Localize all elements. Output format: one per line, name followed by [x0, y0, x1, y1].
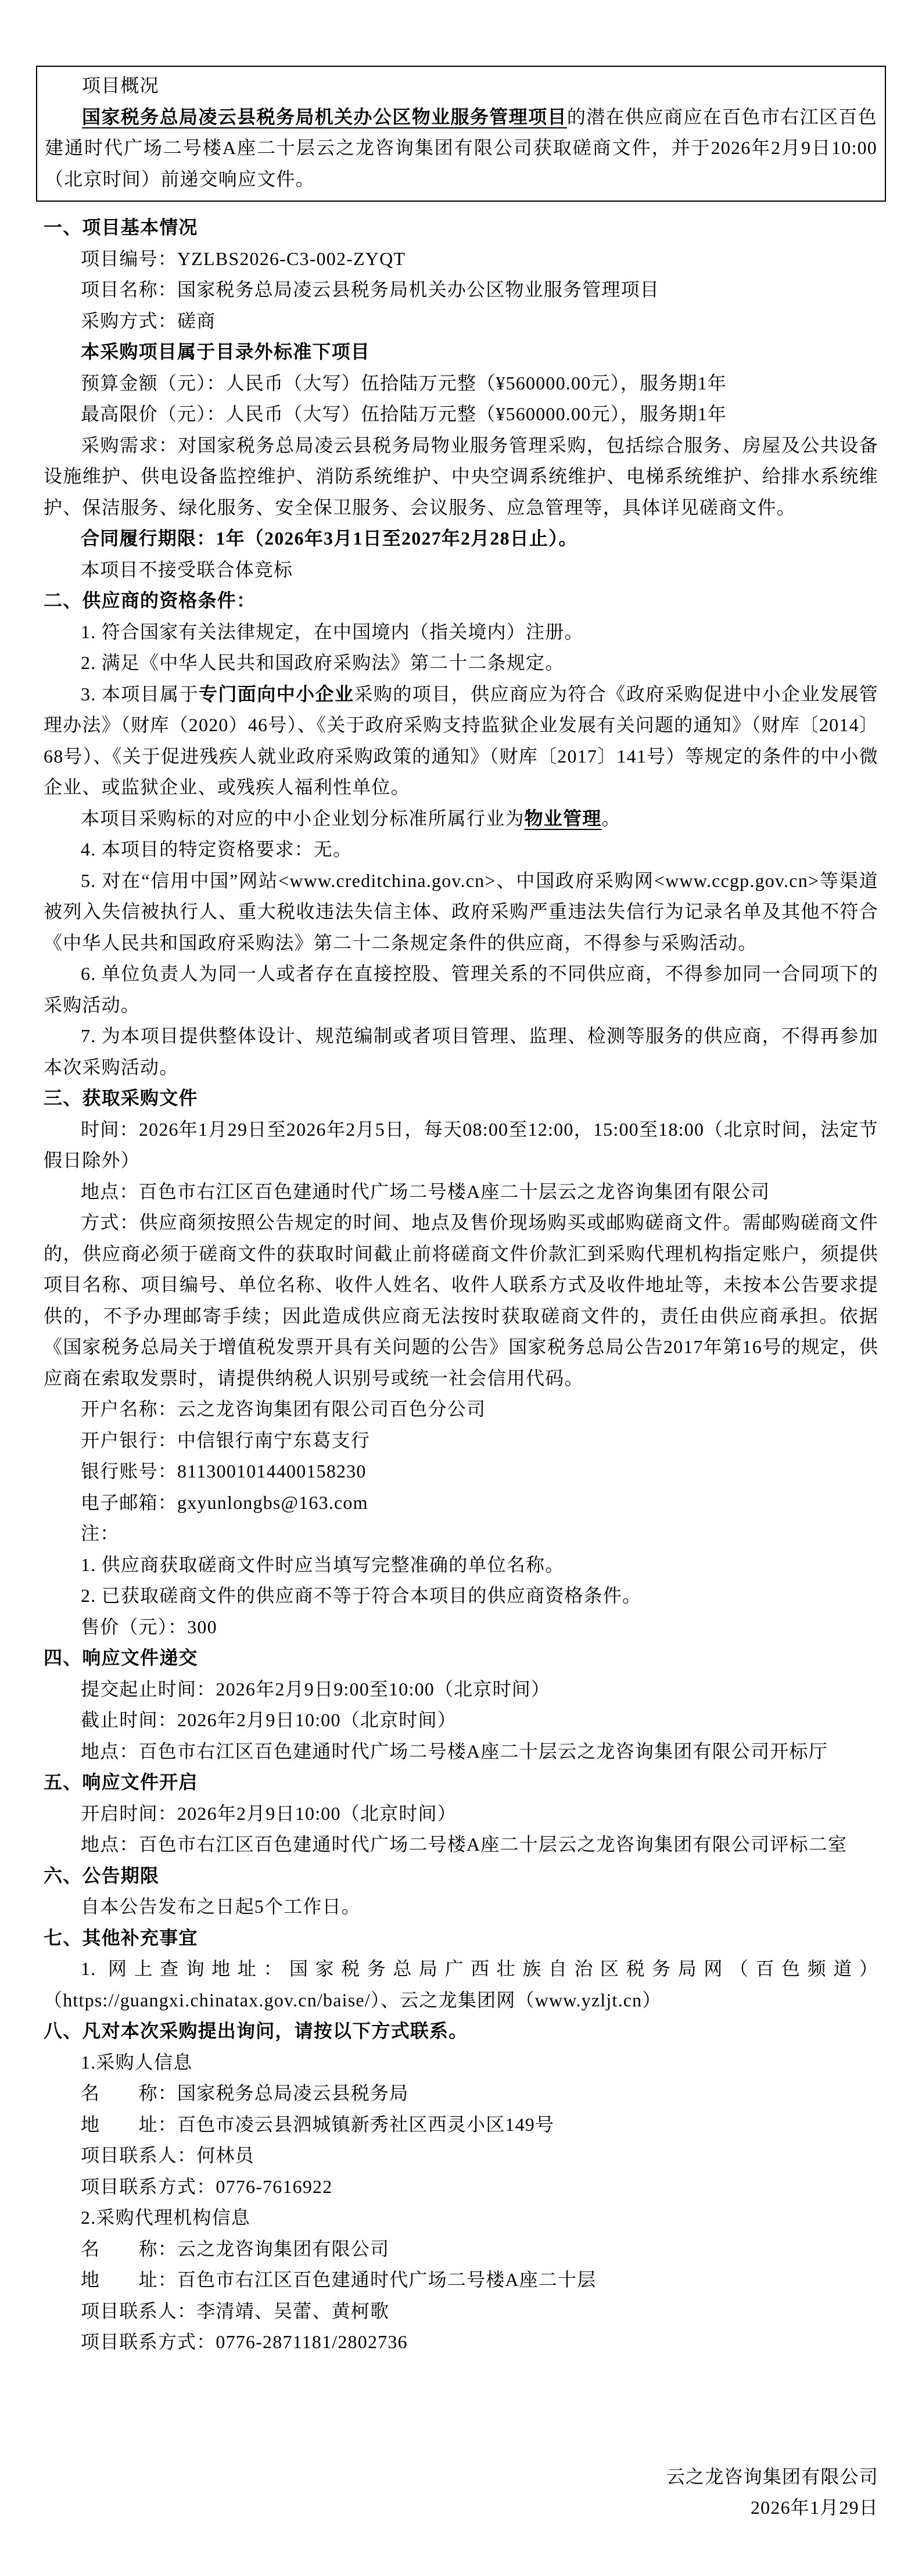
section-4-title: 四、响应文件递交: [44, 1647, 198, 1668]
note-label-line: 注：: [81, 1523, 120, 1544]
obtain-time-line: 时间：2026年1月29日至2026年2月5日，每天08:00至12:00，15:00至18:00（北京时间，法定节假日除外）: [44, 1118, 878, 1171]
catalog-note-line: 本采购项目属于目录外标准下项目: [81, 341, 371, 362]
email-line: 电子邮箱：gxyunlongbs@163.com: [81, 1491, 368, 1513]
buyer-name-line: 名 称：国家税务总局凌云县税务局: [81, 2083, 409, 2103]
industry-prefix: 本项目采购标的对应的中小企业划分标准所属行业为: [81, 807, 525, 829]
obtain-method-paragraph: 方式：供应商须按照公告规定的时间、地点及售价现场购买或邮购磋商文件。需邮购磋商文件的，供应商必须于磋商文件的获取时间截止前将磋商文件价款汇到采购代理机构指定账户，须提供项目名称、项目编号、单位名称、收件人姓名、收件人联系方式及收件地址等，未按本公告要求提供的，不予办理邮寄手续；因此造成供应商无法按时获取磋商文件的，责任由供应商承担。依据《国家税务总局关于增值税发票开具有关问题的公告》国家税务总局公告2017年第16号的规定，供应商在索取发票时，请提供纳税人识别号或统一社会信用代码。: [44, 1212, 878, 1389]
note-item-2: 2. 已获取磋商文件的供应商不等于符合本项目的供应商资格条件。: [81, 1585, 642, 1606]
section-1-basic-info: [44, 212, 878, 585]
industry-classification-line: [44, 803, 878, 835]
opening-location-line: 地点：百色市右江区百色建通时代广场二号楼A座二十层云之龙咨询集团有限公司评标二室: [81, 1834, 848, 1855]
industry-name-bold: 物业管理: [524, 807, 602, 829]
obtain-location-line: 地点：百色市右江区百色建通时代广场二号楼A座二十层云之龙咨询集团有限公司: [81, 1180, 770, 1202]
requirements-paragraph: 采购需求：对国家税务总局凌云县税务局物业服务管理采购，包括综合服务、房屋及公共设备设施维护、供电设备监控维护、消防系统维护、中央空调系统维护、电梯系统维护、给排水系统维护、保洁服务、绿化服务、安全保卫服务、会议服务、应急管理等，具体详见磋商文件。: [44, 434, 878, 518]
section-5-title: 五、响应文件开启: [44, 1772, 198, 1793]
budget-line: 预算金额（元）：人民币（大写）伍拾陆万元整（¥560000.00元），服务期1年: [81, 372, 727, 393]
project-name-line: 项目名称：国家税务总局凌云县税务局机关办公区物业服务管理项目: [81, 279, 660, 300]
project-number-line: 项目编号：YZLBS2026-C3-002-ZYQT: [81, 248, 406, 269]
section-3-obtain-documents: [44, 1083, 878, 1643]
account-name-line: 开户名称：云之龙咨询集团有限公司百色分公司: [81, 1398, 486, 1419]
signature-company: 云之龙咨询集团有限公司: [666, 2466, 878, 2487]
note-item-1: 1. 供应商获取磋商文件时应当填写完整准确的单位名称。: [81, 1554, 565, 1575]
overview-intro-rest: 的潜在供应商应在百色市右江区百色建通时代广场二号楼A座二十层云之龙咨询集团有限公司获取磋商文件，并于2026年2月9日10:00（北京时间）前递交响应文件。: [45, 106, 877, 189]
item-3-rest: 采购的项目，供应商应为符合《政府采购促进中小企业发展管理办法》（财库（2020）46号）、《关于政府采购支持监狱企业发展有关问题的通知》（财库〔2014〕68号）、《关于促进残疾人就业政府采购政策的通知》（财库〔2017〕141号）等规定的条件的中小微企业、或监狱企业、或残疾人福利性单位。: [44, 683, 878, 797]
overview-heading: 项目概况: [82, 75, 159, 96]
section-2-title: 二、供应商的资格条件：: [44, 590, 256, 611]
buyer-phone-line: 项目联系方式：0776-7616922: [81, 2176, 333, 2197]
bank-line: 开户银行：中信银行南宁东葛支行: [81, 1429, 371, 1451]
qualification-item-2: 2. 满足《中华人民共和国政府采购法》第二十二条规定。: [81, 652, 565, 673]
project-overview-box: [36, 66, 886, 202]
qualification-item-6: 6. 单位负责人为同一人或者存在直接控股、管理关系的不同供应商，不得参加同一合同项下的采购活动。: [44, 963, 878, 1015]
agency-name-line: 名 称：云之龙咨询集团有限公司: [81, 2238, 390, 2259]
qualification-item-1: 1. 符合国家有关法律规定，在中国境内（指关境内）注册。: [81, 621, 584, 642]
section-5-response-opening: [44, 1767, 878, 1861]
buyer-contact-line: 项目联系人：何林员: [81, 2145, 254, 2166]
contract-period-line: 合同履行期限：1年（2026年3月1日至2027年2月28日止）。: [81, 528, 578, 549]
buyer-address-line: 地 址：百色市凌云县泗城镇新秀社区西灵小区149号: [81, 2113, 555, 2135]
announcement-period-line: 自本公告发布之日起5个工作日。: [81, 1896, 361, 1917]
item-3-prefix: 3. 本项目属于: [81, 683, 199, 704]
signature-date: 2026年1月29日: [750, 2497, 878, 2518]
buyer-info-label: 1.采购人信息: [81, 2051, 193, 2073]
project-name-bold: 国家税务总局凌云县税务局机关办公区物业服务管理项目: [82, 106, 567, 127]
section-8-contacts: [44, 2016, 878, 2358]
section-3-title: 三、获取采购文件: [44, 1087, 198, 1108]
max-price-line: 最高限价（元）：人民币（大写）伍拾陆万元整（¥560000.00元），服务期1年: [81, 403, 727, 424]
agency-contact-line: 项目联系人：李清靖、吴蕾、黄柯歌: [81, 2300, 390, 2321]
no-consortium-line: 本项目不接受联合体竞标: [81, 559, 293, 580]
section-6-title: 六、公告期限: [44, 1865, 160, 1886]
open-time-line: 开启时间：2026年2月9日10:00（北京时间）: [81, 1802, 457, 1824]
submit-window-line: 提交起止时间：2026年2月9日9:00至10:00（北京时间）: [81, 1678, 551, 1700]
deadline-line: 截止时间：2026年2月9日10:00（北京时间）: [81, 1709, 457, 1730]
overview-intro-paragraph: [45, 102, 877, 195]
procurement-method-line: 采购方式：磋商: [81, 310, 216, 331]
section-7-supplementary: [44, 1923, 878, 2016]
section-4-response-submission: [44, 1643, 878, 1767]
qualification-item-5: 5. 对在“信用中国”网站<www.creditchina.gov.cn>、中国政府采购网<www.ccgp.gov.cn>等渠道被列入失信被执行人、重大税收违法失信主体、政府采购严重违法失信行为记录名单及其他不符合《中华人民共和国政府采购法》第二十二条规定条件的供应商，不得参与采购活动。: [44, 870, 878, 953]
qualification-item-7: 7. 为本项目提供整体设计、规范编制或者项目管理、监理、检测等服务的供应商，不得再参加本次采购活动。: [44, 1025, 878, 1078]
item-3-sme-bold: 专门面向中小企业: [199, 683, 354, 704]
signature-block: [44, 2461, 878, 2524]
section-2-qualification: [44, 585, 878, 1083]
section-7-title: 七、其他补充事宜: [44, 1927, 198, 1948]
agency-address-line: 地 址：百色市右江区百色建通时代广场二号楼A座二十层: [81, 2269, 597, 2290]
section-6-announcement-period: [44, 1861, 878, 1923]
price-line: 售价（元）：300: [81, 1616, 217, 1637]
account-number-line: 银行账号：8113001014400158230: [81, 1461, 367, 1482]
agency-info-label: 2.采购代理机构信息: [81, 2207, 251, 2228]
industry-suffix: 。: [601, 807, 621, 829]
qualification-item-3: [44, 679, 878, 803]
qualification-item-4: 4. 本项目的特定资格要求：无。: [81, 839, 353, 860]
agency-phone-line: 项目联系方式：0776-2871181/2802736: [81, 2331, 408, 2352]
submission-location-line: 地点：百色市右江区百色建通时代广场二号楼A座二十层云之龙咨询集团有限公司开标厅: [81, 1740, 828, 1762]
section-1-title: 一、项目基本情况: [44, 217, 198, 238]
section-8-title: 八、凡对本次采购提出询问，请按以下方式联系。: [44, 2020, 468, 2041]
online-query-line: 1. 网上查询地址：国家税务总局广西壮族自治区税务局网（百色频道）（https://guangxi.chinatax.gov.cn/baise/）、云之龙集团网（www.yzljt.cn）: [44, 1958, 878, 2010]
